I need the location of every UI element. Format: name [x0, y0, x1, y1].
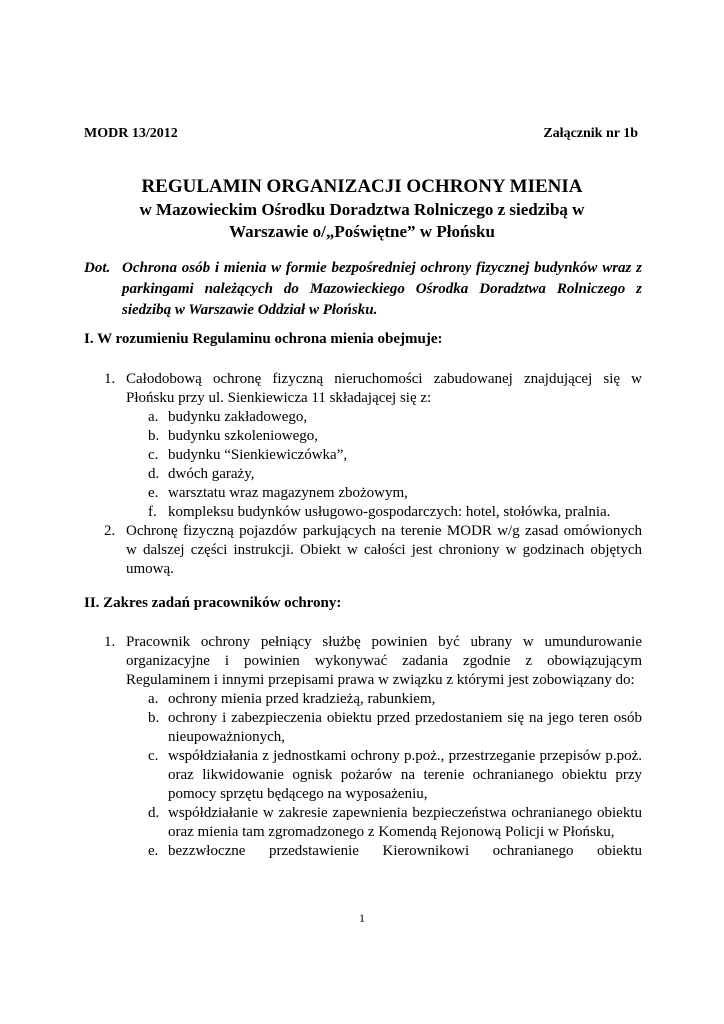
sub-item [84, 427, 642, 446]
sub-item-text: ochrony mienia przed kradzieżą, rabunkiem, [168, 691, 436, 707]
sub-item-letter: e. [148, 843, 159, 859]
sub-item-letter: f. [148, 504, 157, 520]
sub-item [84, 709, 642, 747]
sub-item [84, 484, 642, 503]
item-number: 2. [104, 523, 116, 539]
item-text: Pracownik ochrony pełniący służbę powinien być ubrany w umundurowanie organizacyjne i powinien wykonywać zadania zgodnie z obowiązującym Regulaminem i innymi przepisami prawa w związku z którymi jest zobowiązany do: [126, 634, 642, 688]
sub-item-letter: b. [148, 428, 160, 444]
document-title [80, 175, 644, 243]
sub-item [84, 503, 642, 522]
sub-item-letter: c. [148, 748, 159, 764]
subject-text: Ochrona osób i mienia w formie bezpośredniej ochrony fizycznej budynków wraz z parkingami należących do Mazowieckiego Ośrodka Doradztwa Rolniczego z siedzibą w Warszawie Oddział w Płońsku. [122, 260, 642, 318]
item-text: Ochronę fizyczną pojazdów parkujących na terenie MODR w/g zasad omówionych w dalszej części instrukcji. Obiekt w całości jest chroniony w godzinach objętych umową. [126, 523, 642, 577]
list-item [84, 633, 642, 690]
sub-item [84, 842, 642, 861]
section-1-list [84, 370, 642, 579]
sub-item-text: budynku szkoleniowego, [168, 428, 318, 444]
sub-item-text: budynku “Sienkiewiczówka”, [168, 447, 348, 463]
sub-item-text: kompleksu budynków usługowo-gospodarczych: hotel, stołówka, pralnia. [168, 504, 611, 520]
title-main: REGULAMIN ORGANIZACJI OCHRONY MIENIA [141, 176, 583, 197]
sub-item-text: budynku zakładowego, [168, 409, 308, 425]
sub-item-letter: d. [148, 466, 160, 482]
sub-item-text: dwóch garaży, [168, 466, 255, 482]
sub-item [84, 408, 642, 427]
list-item [84, 522, 642, 579]
list-item [84, 370, 642, 408]
title-line-2: w Mazowieckim Ośrodku Doradztwa Rolniczego z siedzibą w [139, 200, 585, 219]
sub-item [84, 446, 642, 465]
sub-item [84, 747, 642, 804]
section-2-heading: II. Zakres zadań pracowników ochrony: [84, 595, 342, 611]
sub-item-text: współdziałania z jednostkami ochrony p.poż., przestrzeganie przepisów p.poż. oraz likwidowanie ognisk pożarów na terenie ochranianego obiektu przy pomocy sprzętu będącego na wyposażeniu, [168, 748, 642, 802]
sub-item-letter: e. [148, 485, 159, 501]
page-number: 1 [359, 911, 365, 925]
sub-item [84, 690, 642, 709]
sub-item-letter: a. [148, 691, 159, 707]
sub-item-text: warsztatu wraz magazynem zbożowym, [168, 485, 408, 501]
item-text: Całodobową ochronę fizyczną nieruchomości zabudowanej znajdującej się w Płońsku przy ul. Sienkiewicza 11 składającej się z: [126, 371, 642, 406]
title-line-3: Warszawie o/„Poświętne” w Płońsku [229, 222, 495, 241]
sub-item-text: bezzwłoczne przedstawienie Kierownikowi ochranianego obiektu [168, 843, 642, 859]
sub-item-letter: d. [148, 805, 160, 821]
document-reference: MODR 13/2012 [84, 126, 178, 141]
section-1-heading: I. W rozumieniu Regulaminu ochrona mienia obejmuje: [84, 331, 443, 347]
sub-item [84, 804, 642, 842]
sub-item-letter: b. [148, 710, 160, 726]
subject-block [84, 258, 642, 321]
sub-item-text: współdziałanie w zakresie zapewnienia bezpieczeństwa ochranianego obiektu oraz mienia tam zgromadzonego z Komendą Rejonową Policji w Płońsku, [168, 805, 642, 840]
sub-item-letter: a. [148, 409, 159, 425]
sub-item-text: ochrony i zabezpieczenia obiektu przed przedostaniem się na jego teren osób nieupoważnionych, [168, 710, 642, 745]
item-number: 1. [104, 634, 116, 650]
item-number: 1. [104, 371, 116, 387]
attachment-number: Załącznik nr 1b [543, 126, 638, 141]
sub-item-letter: c. [148, 447, 159, 463]
section-2-list [84, 633, 642, 861]
sub-item [84, 465, 642, 484]
subject-label: Dot. [84, 260, 111, 276]
